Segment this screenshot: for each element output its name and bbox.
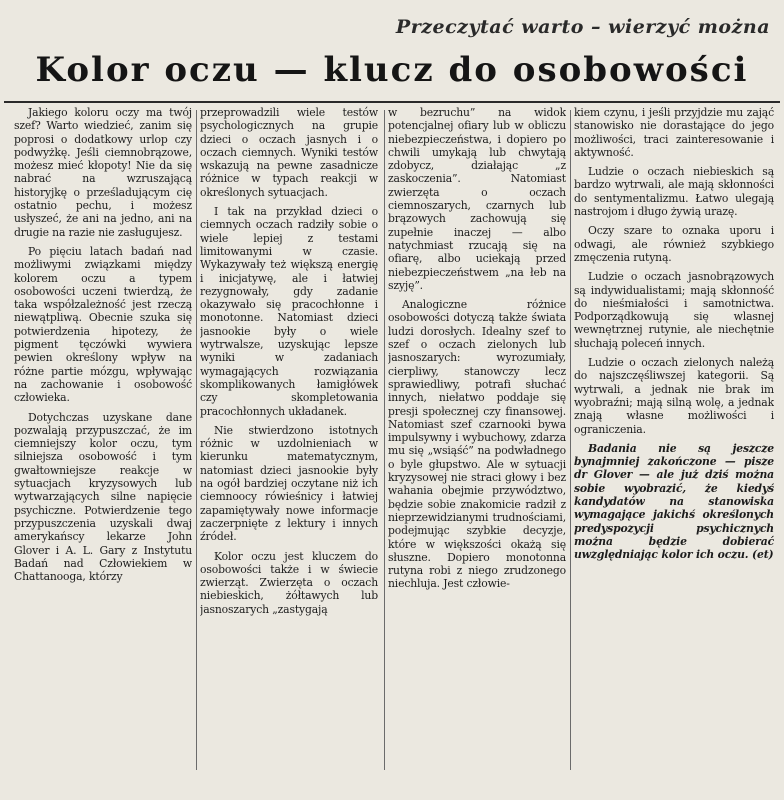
paragraph: przeprowadzili wiele testów psychologicznych na grupie dzieci o oczach jasnych i o oczach ciemnych. Wyniki testów wskazują na pewne zasadnicze różnice w typach reakcji w określonych sytuacjach. xyxy=(200,106,378,199)
paragraph: Dotychczas uzyskane dane pozwalają przypuszczać, że im ciemniejszy kolor oczu, tym silniejsza osobowość i tym gwałtowniejsze reakcje w sytuacjach kryzysowych lub wytwarzających silne napięcie psychiczne. Potwierdzenie tego przypuszczenia uzyskali dwaj amerykańscy lekarze John Glover i A. L. Gary z Instytutu Badań nad Człowiekiem w Chattanooga, którzy xyxy=(14,410,192,584)
paragraph: Po pięciu latach badań nad możliwymi związkami między kolorem oczu a typem osobowości uczeni twierdzą, że taka współzależność jest rzeczą niewątpliwą. Obecnie szuka się potwierdzenia hipotezy, że pigment tęczówki wywiera pewien określony wpływ na różne partie mózgu, wpływając na zachowanie i osobowość człowieka. xyxy=(14,244,192,405)
article-column-2 xyxy=(200,106,378,796)
paragraph: Ludzie o oczach niebieskich są bardzo wytrwali, ale mają skłonności do sentymentalizmu. Łatwo ulegają nastrojom i długo żywią urazę. xyxy=(574,165,774,219)
column-divider xyxy=(384,110,385,770)
section-kicker: Przeczytać warto – wierzyć można xyxy=(395,16,770,38)
paragraph: Ludzie o oczach zielonych należą do najszczęśliwszej kategorii. Są wytrwali, a jednak nie brak im wyobraźni; mają silną wolę, a jednak znają własne możliwości i ograniczenia. xyxy=(574,356,774,436)
article-column-4 xyxy=(574,106,774,796)
paragraph: I tak na przykład dzieci o ciemnych oczach radziły sobie o wiele lepiej z testami limitowanymi w czasie. Wykazywały też większą energię i inicjatywę, ale i łatwiej rezygnowały, gdy zadanie okazywało się pracochłonne i monotonne. Natomiast dzieci jasnookie były o wiele wytrwalsze, uzyskując lepsze wyniki w zadaniach wymagających rozwiązania skomplikowanych łamigłówek czy skompletowania pracochłonnych układanek. xyxy=(200,205,378,418)
article-headline: Kolor oczu — klucz do osobowości xyxy=(35,50,749,90)
paragraph-closing-quote: Badania nie są jeszcze bynajmniej zakończone — pisze dr Glover — ale już dziś można sobie wyobrazić, że kiedyś kandydatów na stanowiska wymagające jakichś określonych predyspozycji psychicznych można będzie dobierać uwzględniając kolor ich oczu. (et) xyxy=(574,441,774,562)
paragraph: kiem czynu, i jeśli przyjdzie mu zająć stanowisko nie dorastające do jego możliwości, traci zainteresowanie i aktywność. xyxy=(574,106,774,159)
paragraph: Kolor oczu jest kluczem do osobowości także i w świecie zwierząt. Zwierzęta o oczach niebieskich, żółtawych lub jasnoszarych „zastygają xyxy=(200,549,378,616)
column-divider xyxy=(196,110,197,770)
headline-rule xyxy=(4,101,780,103)
column-divider xyxy=(570,110,571,770)
article-column-1 xyxy=(14,106,192,796)
paragraph: Nie stwierdzono istotnych różnic w uzdolnieniach w kierunku matematycznym, natomiast dzieci jasnookie były na ogół bardziej oczytane niż ich ciemnoocy rówieśnicy i łatwiej zapamiętywały nowe informacje zaczerpnięte z lektury i innych źródeł. xyxy=(200,423,378,544)
paragraph: Ludzie o oczach jasnobrązowych są indywidualistami; mają skłonność do nieśmiałości i samotnictwa. Podporządkowują się wlasnej wewnętrznej rutynie, ale niechętnie słuchają poleceń innych. xyxy=(574,270,774,350)
paragraph: Oczy szare to oznaka uporu i odwagi, ale również szybkiego zmęczenia rutyną. xyxy=(574,224,774,264)
paragraph: Analogiczne różnice osobowości dotyczą także świata ludzi dorosłych. Idealny szef to szef o oczach zielonych lub jasnoszarych: wyrozumiały, cierpliwy, stanowczy lecz sprawiedliwy, potrafi słuchać innych, niełatwo poddaje się presji społecznej czy finansowej. Natomiast szef czarnooki bywa impulsywny i wybuchowy, zdarza mu się „wsiąść” na podwładnego o byle głupstwo. Ale w sytuacji kryzysowej nie straci głowy i bez wahania obejmie przywództwo, będzie sobie znakomicie radził z nieprzewidzianymi trudnościami, podejmując szybkie decyzje, które w większości okażą się słuszne. Dopiero monotonna rutyna robi z niego zrudzonego niechluja. Jest człowie- xyxy=(388,298,566,591)
paragraph: Jakiego koloru oczy ma twój szef? Warto wiedzieć, zanim się poprosi o dodatkowy urlop czy podwyżkę. Jeśli ciemnobrązowe, możesz mieć kłopoty! Nie da się nabrać na wzruszającą historyjkę o prześladującym cię ostatnio pechu, i możesz usłyszeć, że ani na jedno, ani na drugie na razie nie zasługujesz. xyxy=(14,106,192,239)
paragraph: w bezruchu” na widok potencjalnej ofiary lub w obliczu niebezpieczeństwa, i dopiero po chwili umykają lub chwytają zdobycz, działając „z zaskoczenia”. Natomiast zwierzęta o oczach ciemnoszarych, czarnych lub brązowych zachowują się zupełnie inaczej — albo natychmiast rzucają się na ofiarę, albo uciekają przed niebezpieczeństwem „na łeb na szyję”. xyxy=(388,106,566,292)
article-column-3 xyxy=(388,106,566,796)
